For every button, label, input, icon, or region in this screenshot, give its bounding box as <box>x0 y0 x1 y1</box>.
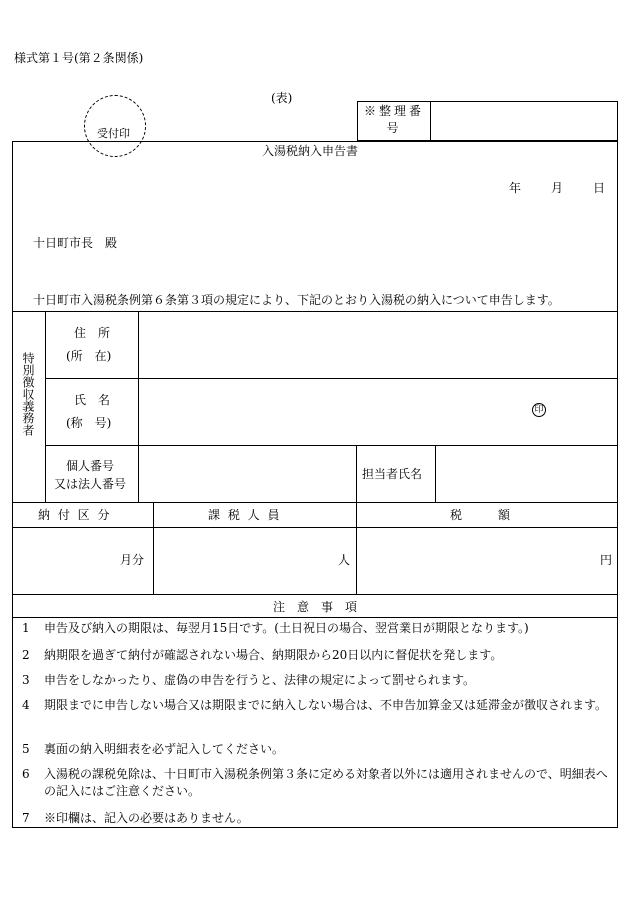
date-day: 日 <box>593 181 606 195</box>
form-title: 入湯税納入申告書 <box>262 144 359 158</box>
tax-amount-input[interactable] <box>357 528 617 593</box>
reference-number-label: ※整理番号 <box>363 104 424 135</box>
payment-month-input[interactable] <box>13 528 152 593</box>
unit-persons: 人 <box>338 553 351 567</box>
obligor-section-label: 特別徴収義務者 <box>21 352 35 436</box>
notes-title: 注 意 事 項 <box>273 600 358 614</box>
col-taxable-persons: 課 税 人 員 <box>208 508 282 522</box>
id-label-line2: 又は法人番号 <box>54 477 127 491</box>
address-input[interactable] <box>139 312 617 377</box>
form-number: 様式第１号(第２条関係) <box>14 51 144 65</box>
date-month: 月 <box>551 181 564 195</box>
note-2: 2 納期限を過ぎて納付が確認されない場合、納期限から20日以内に督促状を発します。 <box>22 648 503 662</box>
note-4: 4 期限までに申告しない場合又は期限までに納入しない場合は、不申告加算金又は延滞金が徴収されます。 <box>22 698 608 712</box>
name-label: 氏 名 <box>74 393 111 407</box>
unit-yen: 円 <box>600 553 613 567</box>
address-label: 住 所 <box>74 326 111 340</box>
contact-person-input[interactable] <box>436 446 617 501</box>
receipt-stamp-label: 受付印 <box>97 127 130 140</box>
taxable-persons-input[interactable] <box>154 528 355 593</box>
date-year: 年 <box>509 181 522 195</box>
note-1: 1 申告及び納入の期限は、毎翌月15日です。(土日祝日の場合、翌営業日が期限となります。) <box>22 621 529 635</box>
col-tax-amount: 税 額 <box>450 508 511 522</box>
id-number-input[interactable] <box>139 446 355 501</box>
addressee: 十日町市長 殿 <box>33 236 118 250</box>
col-payment-period: 納 付 区 分 <box>38 508 112 522</box>
note-5: 5 裏面の納入明細表を必ず記入してください。 <box>22 742 285 756</box>
side-label: (表) <box>271 91 293 105</box>
seal-icon: 印 <box>532 403 546 417</box>
name-sub-label: (称 号) <box>66 416 112 430</box>
address-sub-label: (所 在) <box>66 349 112 363</box>
declaration: 十日町市入湯税条例第６条第３項の規定により、下記のとおり入湯税の納入について申告します。 <box>33 293 560 307</box>
contact-person-label: 担当者氏名 <box>362 467 423 481</box>
id-label-line1: 個人番号 <box>66 459 115 473</box>
note-6: 6 入湯税の課税免除は、十日町市入湯税条例第３条に定める対象者以外には適用されませんので、明細表への記入にはご注意ください。 <box>22 767 608 798</box>
note-3: 3 申告をしなかったり、虚偽の申告を行うと、法律の規定によって罰せられます。 <box>22 673 476 687</box>
unit-month: 月分 <box>120 553 145 567</box>
note-7: 7 ※印欄は、記入の必要はありません。 <box>22 811 249 825</box>
